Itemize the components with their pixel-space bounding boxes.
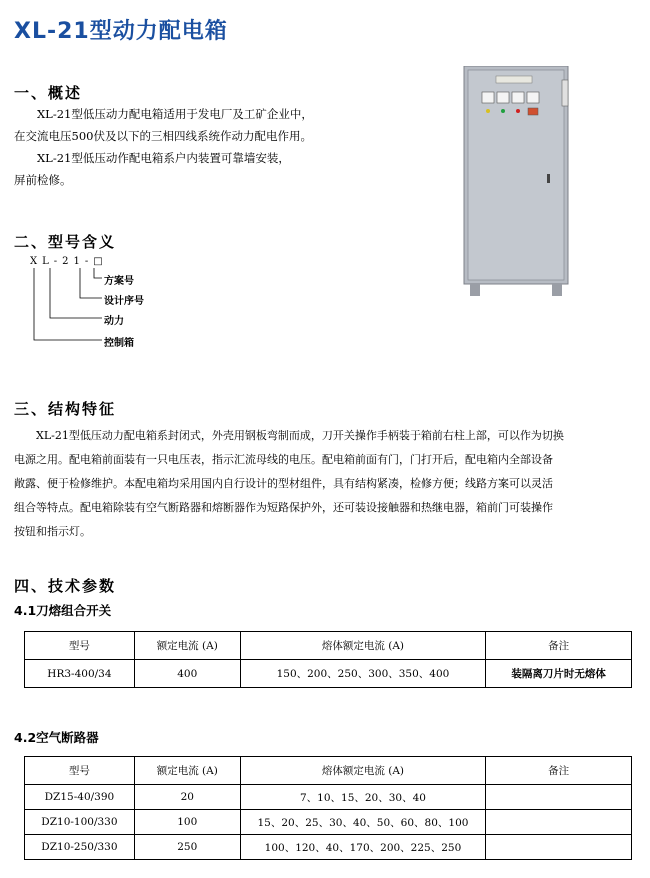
header-rated-current: 额定电流 (A) xyxy=(134,632,240,660)
page-title: XL-21型动力配电箱 xyxy=(14,19,228,44)
header-model: 型号 xyxy=(25,632,135,660)
structure-line-2: 电源之用。配电箱前面装有一只电压表，指示汇流母线的电压。配电箱前面有门，门打开后，配电箱内全部设备 xyxy=(14,453,553,466)
header-fuse-rated-current: 熔体额定电流 (A) xyxy=(240,757,486,785)
section-model-heading: 二、型号含义 xyxy=(14,233,117,251)
label-control-box: 控制箱 xyxy=(104,338,134,349)
section-params-heading: 四、技术参数 xyxy=(14,577,117,595)
subsection-air-breaker: 4.2空气断路器 xyxy=(14,730,99,745)
cell-remarks xyxy=(486,835,632,860)
cell-remarks xyxy=(486,810,632,835)
structure-text xyxy=(14,424,644,544)
table-row xyxy=(25,660,632,688)
cell-model: HR3-400/34 xyxy=(25,660,135,688)
cell-model: DZ15-40/390 xyxy=(25,785,135,810)
cell-fuse-rated-current: 15、20、25、30、40、50、60、80、100 xyxy=(240,810,486,835)
header-remarks: 备注 xyxy=(486,632,632,660)
cell-rated-current: 250 xyxy=(134,835,240,860)
cell-rated-current: 100 xyxy=(134,810,240,835)
structure-line-3: 敞露、便于检修维护。本配电箱均采用国内自行设计的型材组件，具有结构紧凑，检修方便；线路方案可以灵活 xyxy=(14,477,553,490)
distribution-cabinet-image xyxy=(458,66,576,296)
cell-model: DZ10-100/330 xyxy=(25,810,135,835)
cell-remarks: 装隔离刀片时无熔体 xyxy=(486,660,632,688)
section-structure-heading: 三、结构特征 xyxy=(14,400,117,418)
cell-remarks xyxy=(486,785,632,810)
label-power: 动力 xyxy=(104,316,124,327)
header-rated-current: 额定电流 (A) xyxy=(134,757,240,785)
table-header-row xyxy=(25,757,632,785)
table-row xyxy=(25,785,632,810)
overview-line-1: XL-21型低压动力配电箱适用于发电厂及工矿企业中， xyxy=(37,107,313,121)
air-breaker-table xyxy=(24,756,632,860)
cell-rated-current: 20 xyxy=(134,785,240,810)
knife-fuse-switch-table xyxy=(24,631,632,688)
structure-line-1: XL-21型低压动力配电箱系封闭式，外壳用钢板弯制而成，刀开关操作手柄装于箱前右柱上部，可以作为切换 xyxy=(36,429,564,442)
table-row xyxy=(25,810,632,835)
header-model: 型号 xyxy=(25,757,135,785)
model-code-diagram xyxy=(22,256,222,356)
label-design-serial: 设计序号 xyxy=(104,296,144,307)
label-scheme-number: 方案号 xyxy=(104,276,134,287)
overview-text xyxy=(14,103,434,191)
cell-model: DZ10-250/330 xyxy=(25,835,135,860)
cell-fuse-rated-current: 7、10、15、20、30、40 xyxy=(240,785,486,810)
section-overview-heading: 一、概述 xyxy=(14,84,83,102)
table-header-row xyxy=(25,632,632,660)
table-row xyxy=(25,835,632,860)
cell-fuse-rated-current: 150、200、250、300、350、400 xyxy=(240,660,486,688)
header-remarks: 备注 xyxy=(486,757,632,785)
cell-rated-current: 400 xyxy=(134,660,240,688)
subsection-knife-fuse-switch: 4.1刀熔组合开关 xyxy=(14,603,112,618)
model-code: XL-21-□ xyxy=(30,256,108,267)
header-fuse-rated-current: 熔体额定电流 (A) xyxy=(240,632,486,660)
structure-line-4: 组合等特点。配电箱除装有空气断路器和熔断器作为短路保护外，还可装设接触器和热继电器，箱前门可装操作 xyxy=(14,501,553,514)
overview-line-4: 屏前检修。 xyxy=(14,173,72,187)
overview-line-3: XL-21型低压动作配电箱系户内装置可靠墙安装， xyxy=(37,151,290,165)
overview-line-2: 在交流电压500伏及以下的三相四线系统作动力配电作用。 xyxy=(14,129,312,143)
structure-line-5: 按钮和指示灯。 xyxy=(14,525,91,538)
cell-fuse-rated-current: 100、120、40、170、200、225、250 xyxy=(240,835,486,860)
